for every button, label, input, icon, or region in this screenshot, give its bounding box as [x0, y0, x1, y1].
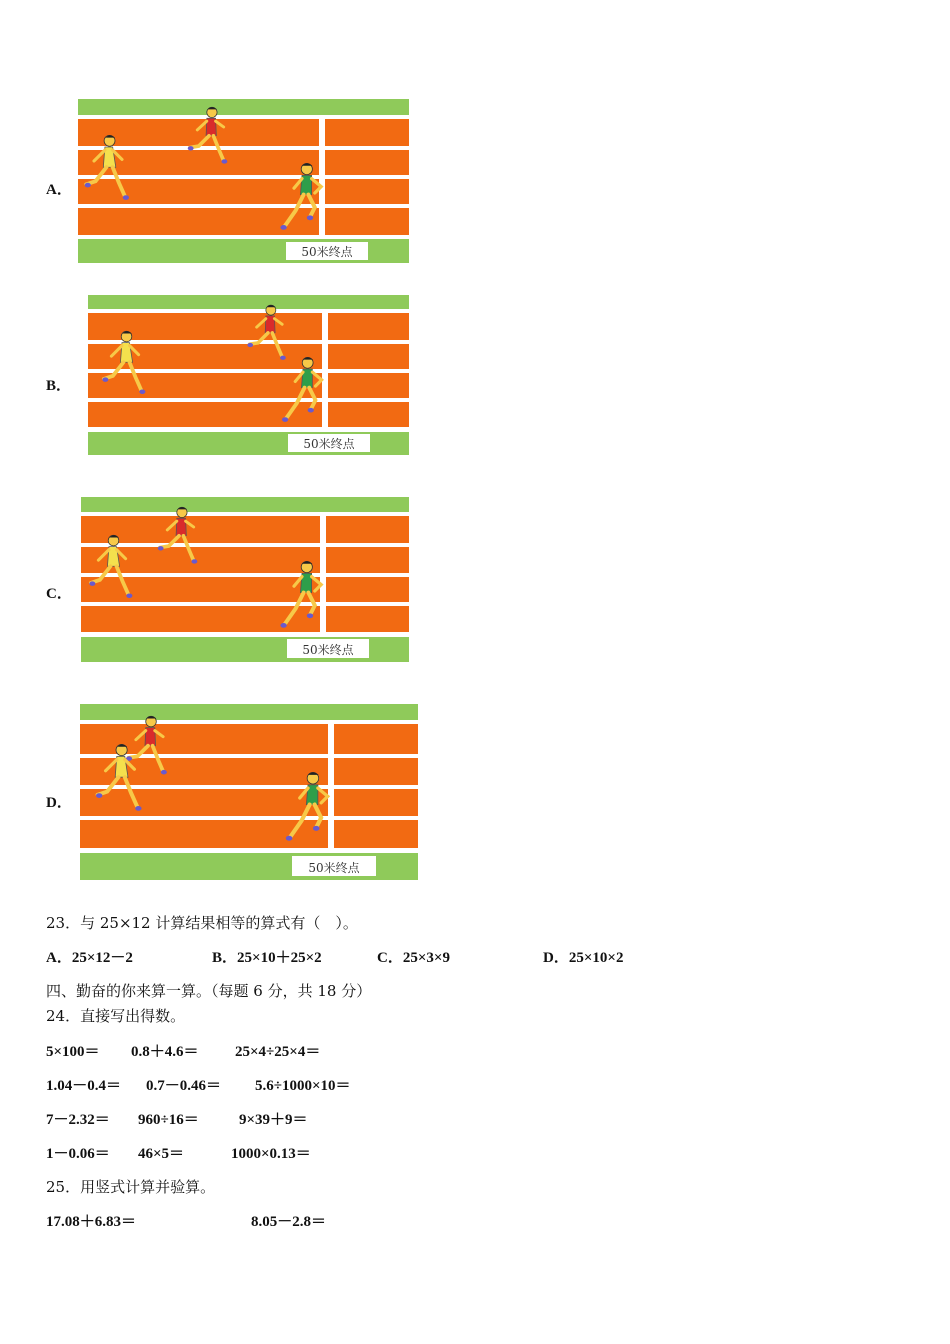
- q23-choice-a[interactable]: A．25×12－2: [46, 950, 133, 966]
- question-23: 23．与 25×12 计算结果相等的算式有（ ）。: [46, 914, 358, 932]
- finish-label: 50米终点: [308, 861, 360, 875]
- q24-item: 0.8＋4.6＝: [131, 1044, 199, 1060]
- q24-item: 1.04－0.4＝: [46, 1078, 122, 1094]
- q24-item: 1－0.06＝: [46, 1146, 110, 1162]
- finish-label: 50米终点: [301, 245, 353, 259]
- question-24: 24．直接写出得数。: [46, 1007, 186, 1025]
- q24-item: 46×5＝: [138, 1146, 185, 1162]
- q24-item: 25×4÷25×4＝: [235, 1044, 321, 1060]
- q23-choice-d[interactable]: D．25×10×2: [543, 950, 624, 966]
- q25-item: 8.05－2.8＝: [251, 1214, 327, 1230]
- q25-item: 17.08＋6.83＝: [46, 1214, 137, 1230]
- option-c-label[interactable]: C．: [46, 586, 72, 602]
- option-d-track-image: [80, 704, 418, 880]
- q24-item: 9×39＋9＝: [239, 1112, 308, 1128]
- question-25: 25．用竖式计算并验算。: [46, 1178, 216, 1196]
- q24-item: 7－2.32＝: [46, 1112, 110, 1128]
- option-b-label[interactable]: B．: [46, 378, 72, 394]
- q24-item: 960÷16＝: [138, 1112, 199, 1128]
- section-4-heading: 四、勤奋的你来算一算。（每题 6 分，共 18 分）: [46, 982, 372, 1000]
- q24-item: 1000×0.13＝: [231, 1146, 311, 1162]
- option-c-track-image: [81, 497, 409, 662]
- option-a-label[interactable]: A．: [46, 182, 72, 198]
- option-d-label[interactable]: D．: [46, 795, 72, 811]
- finish-label: 50米终点: [303, 437, 355, 451]
- option-a-track-image: [78, 99, 409, 263]
- option-b-track-image: [88, 295, 409, 455]
- q24-item: 5.6÷1000×10＝: [255, 1078, 351, 1094]
- q24-item: 0.7－0.46＝: [146, 1078, 222, 1094]
- finish-label: 50米终点: [302, 643, 354, 657]
- q24-item: 5×100＝: [46, 1044, 100, 1060]
- q23-choice-c[interactable]: C．25×3×9: [377, 950, 450, 966]
- q23-choice-b[interactable]: B．25×10＋25×2: [212, 950, 322, 966]
